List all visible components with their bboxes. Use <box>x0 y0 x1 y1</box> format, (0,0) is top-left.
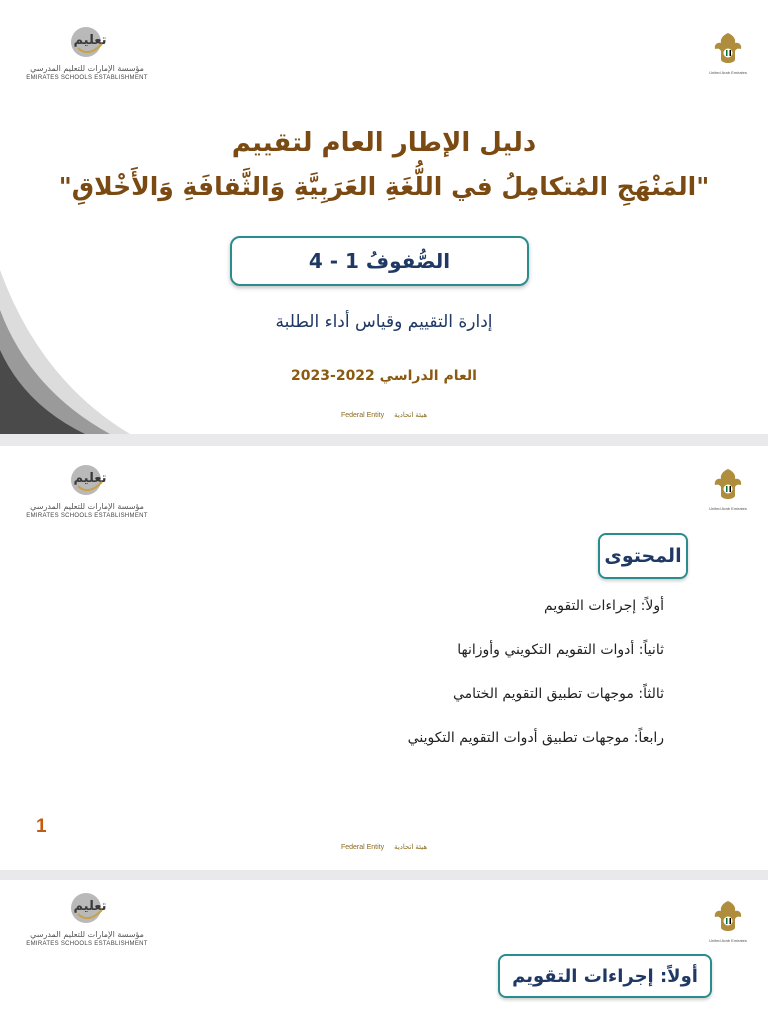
org-name-en: EMIRATES SCHOOLS ESTABLISHMENT <box>26 75 148 81</box>
taleem-logo-icon <box>68 22 108 62</box>
contents-slide <box>0 446 768 870</box>
logo-word: تعليم <box>73 33 107 48</box>
gov-caption: United Arab Emirates <box>709 70 747 75</box>
uae-eagle-emblem-icon <box>711 898 745 938</box>
taleem-logo <box>22 460 152 530</box>
org-name-ar: مؤسسة الإمارات للتعليم المدرسي <box>30 64 144 73</box>
slide-separator <box>0 434 768 446</box>
taleem-logo-icon <box>68 460 108 500</box>
federal-entity-footer <box>0 411 768 419</box>
gov-caption: United Arab Emirates <box>709 938 747 943</box>
uae-eagle-emblem-icon <box>711 30 745 70</box>
taleem-logo-icon <box>68 888 108 928</box>
gov-caption: United Arab Emirates <box>709 506 747 511</box>
contents-list <box>264 596 664 772</box>
org-name-en: EMIRATES SCHOOLS ESTABLISHMENT <box>26 941 148 947</box>
org-name-ar: مؤسسة الإمارات للتعليم المدرسي <box>30 930 144 939</box>
decorative-corner <box>0 270 130 434</box>
uae-emblem <box>708 466 748 514</box>
contents-item[interactable]: رابعاً: موجهات تطبيق أدوات التقويم التكويني <box>407 730 664 746</box>
taleem-logo <box>22 888 152 958</box>
contents-item[interactable]: أولاً: إجراءات التقويم <box>544 598 664 614</box>
cover-subtitle: إدارة التقييم وقياس أداء الطلبة <box>275 312 493 332</box>
federal-entity-en: Federal Entity <box>340 412 385 419</box>
federal-entity-footer <box>0 843 768 851</box>
federal-entity-ar: هيئة اتحادية <box>394 844 428 851</box>
contents-item[interactable]: ثانياً: أدوات التقويم التكويني وأوزانها <box>457 642 664 658</box>
org-name-en: EMIRATES SCHOOLS ESTABLISHMENT <box>26 513 148 519</box>
org-name-ar: مؤسسة الإمارات للتعليم المدرسي <box>30 502 144 511</box>
cover-slide <box>0 0 768 434</box>
grades-box: الصُّفوفُ 1 - 4 <box>230 236 529 286</box>
uae-emblem <box>708 898 748 946</box>
uae-emblem <box>708 30 748 78</box>
slide-separator <box>0 870 768 880</box>
uae-eagle-emblem-icon <box>711 466 745 506</box>
page-number: 1 <box>36 816 47 837</box>
academic-year: العام الدراسي 2022-2023 <box>291 368 477 384</box>
taleem-logo <box>22 22 152 92</box>
contents-item[interactable]: ثالثاً: موجهات تطبيق التقويم الختامي <box>453 686 664 702</box>
cover-title-line1: دليل الإطار العام لتقييم <box>231 128 537 158</box>
section1-slide <box>0 880 768 1024</box>
section-heading: أولاً: إجراءات التقويم <box>498 954 712 998</box>
logo-word: تعليم <box>73 471 107 486</box>
cover-title-line2: "المَنْهَجِ المُتكامِلُ في اللُّغَةِ العَرَبِيَّةِ وَالثَّقافَةِ وَالأَخْلاقِ" <box>58 172 710 201</box>
contents-heading: المحتوى <box>598 533 688 579</box>
federal-entity-en: Federal Entity <box>340 844 385 851</box>
federal-entity-ar: هيئة اتحادية <box>394 412 428 419</box>
logo-word: تعليم <box>73 899 107 914</box>
